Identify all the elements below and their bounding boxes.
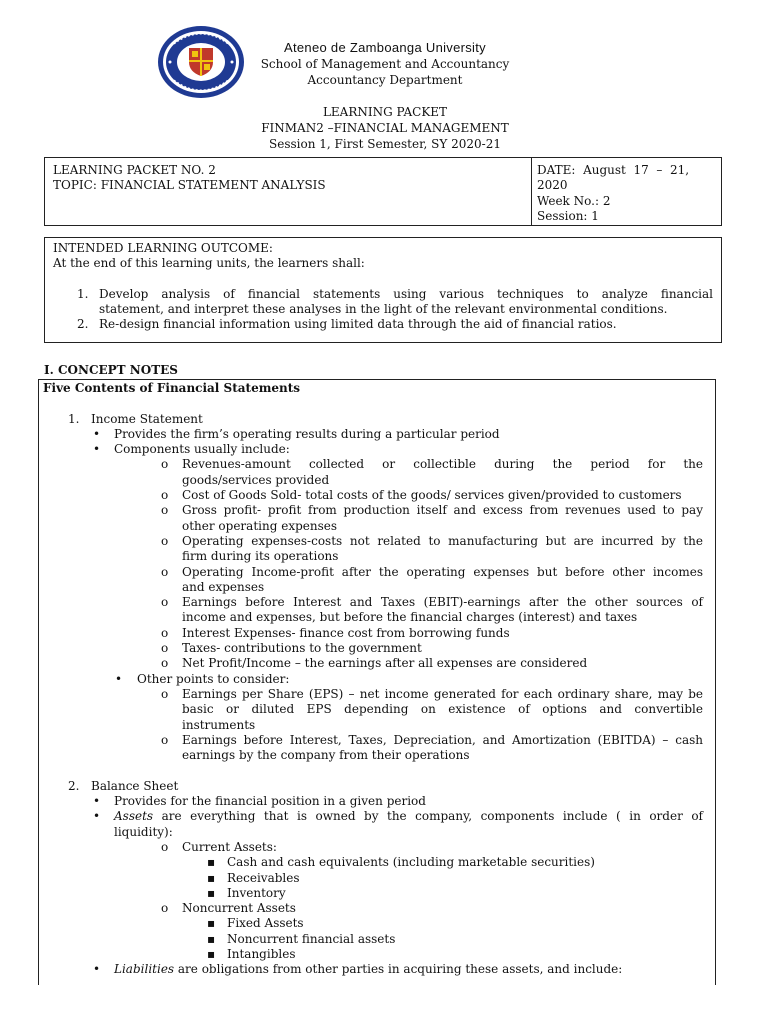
- list-item-text: Cash and cash equivalents (including marketable securities): [227, 855, 595, 870]
- packet-topic: TOPIC: FINANCIAL STATEMENT ANALYSIS: [53, 178, 326, 193]
- income-statement-heading: 1. Income Statement: [68, 411, 203, 426]
- list-marker: o: [161, 656, 169, 671]
- list-item-text: firm during its operations: [182, 549, 339, 564]
- packet-number: LEARNING PACKET NO. 2: [53, 163, 216, 177]
- list-marker: o: [161, 488, 169, 503]
- income-component-item: [43, 503, 711, 534]
- contents-title: Five Contents of Financial Statements: [43, 381, 301, 395]
- noncurrent-assets-heading: o Noncurrent Assets: [161, 901, 296, 916]
- list-item-text: goods/services provided: [182, 472, 330, 487]
- course-title: FINMAN2 –FINANCIAL MANAGEMENT: [261, 121, 509, 135]
- outcome-item-1: 1. Develop analysis of financial statements using various techniques to analyze financial statement, and interpret these analyses in the light of the relevant environmental conditions.: [77, 286, 713, 316]
- noncurrent-asset-item: [43, 947, 711, 962]
- balance-assets-bullet: • Assets are everything that is owned by the company, components include ( in order of liquidity):: [93, 809, 703, 839]
- university-name: Ateneo de Zamboanga University: [284, 40, 486, 55]
- income-components-list: [43, 457, 711, 671]
- income-other-item: [43, 733, 711, 764]
- list-marker: ▪: [207, 931, 216, 946]
- list-item-text: Gross profit- profit from production itself and excess from revenues used to pay: [182, 503, 703, 518]
- list-item-text: other operating expenses: [182, 518, 338, 533]
- list-marker: o: [161, 457, 169, 472]
- packet-session: Session: 1: [537, 208, 599, 223]
- list-item-text: Noncurrent financial assets: [227, 931, 396, 946]
- list-marker: o: [161, 686, 169, 701]
- list-item-text: Interest Expenses- finance cost from borrowing funds: [182, 625, 510, 640]
- list-marker: ▪: [207, 946, 216, 961]
- list-item-text: Net Profit/Income – the earnings after all expenses are considered: [182, 656, 588, 671]
- outcome-item-2: 2. Re-design financial information using limited data through the aid of financial ratios.: [77, 317, 617, 332]
- list-item-text: Earnings per Share (EPS) – net income generated for each ordinary share, may be: [182, 686, 703, 701]
- list-item-text: Operating expenses-costs not related to manufacturing but are incurred by the: [182, 533, 703, 548]
- list-marker: o: [161, 732, 169, 747]
- income-bullet-3: • Other points to consider:: [115, 671, 290, 686]
- department-name: Accountancy Department: [307, 73, 463, 87]
- packet-week: Week No.: 2: [537, 193, 611, 208]
- income-component-item: [43, 656, 711, 671]
- list-item-text: Operating Income-profit after the operating expenses but before other incomes: [182, 564, 703, 579]
- outcome-heading: INTENDED LEARNING OUTCOME:: [53, 241, 273, 255]
- current-assets-list: [43, 855, 711, 901]
- list-item-text: earnings by the company from their operations: [182, 748, 470, 763]
- income-component-item: [43, 641, 711, 656]
- list-item-text: Inventory: [227, 885, 286, 900]
- list-marker: o: [161, 641, 169, 656]
- balance-bullet-1: • Provides for the financial position in a given period: [93, 794, 426, 809]
- list-item-text: Earnings before Interest, Taxes, Depreciation, and Amortization (EBITDA) – cash: [182, 732, 703, 747]
- list-item-text: Revenues-amount collected or collectible during the period for the: [182, 457, 703, 472]
- current-asset-item: [43, 855, 711, 870]
- outcome-intro: At the end of this learning units, the learners shall:: [53, 256, 365, 271]
- list-marker: o: [161, 595, 169, 610]
- list-marker: ▪: [207, 870, 216, 885]
- income-other-item: [43, 687, 711, 733]
- document-header: [230, 40, 540, 152]
- income-component-item: [43, 565, 711, 596]
- balance-liabilities-bullet: • Liabilities are obligations from other parties in acquiring these assets, and include:: [93, 962, 623, 977]
- list-item-text: income and expenses, but before the financial charges (interest) and taxes: [182, 610, 638, 625]
- income-other-list: [43, 687, 711, 763]
- list-item-text: basic or diluted EPS depending on existence of options and convertible: [182, 702, 703, 717]
- current-assets-heading: o Current Assets:: [161, 839, 277, 854]
- concept-notes-box: [38, 379, 716, 985]
- current-asset-item: [43, 886, 711, 901]
- list-marker: o: [161, 625, 169, 640]
- income-bullet-1: • Provides the firm’s operating results during a particular period: [93, 426, 500, 441]
- school-name: School of Management and Accountancy: [260, 57, 510, 71]
- list-marker: ▪: [207, 885, 216, 900]
- list-item-text: Taxes- contributions to the government: [182, 641, 422, 656]
- list-item-text: Cost of Goods Sold- total costs of the goods/ services given/provided to customers: [182, 488, 682, 503]
- income-component-item: [43, 626, 711, 641]
- list-item-text: Earnings before Interest and Taxes (EBIT)-earnings after the other sources of: [182, 595, 703, 610]
- list-item-text: Receivables: [227, 870, 300, 885]
- income-component-item: [43, 534, 711, 565]
- list-item-text: instruments: [182, 717, 256, 732]
- noncurrent-assets-list: [43, 916, 711, 962]
- noncurrent-asset-item: [43, 932, 711, 947]
- noncurrent-asset-item: [43, 916, 711, 931]
- packet-date-year: 2020: [537, 178, 568, 193]
- list-marker: ▪: [207, 855, 216, 870]
- list-item-text: and expenses: [182, 579, 265, 594]
- learning-outcome-box: [44, 237, 722, 343]
- list-item-text: Intangibles: [227, 946, 296, 961]
- packet-title: LEARNING PACKET: [322, 105, 448, 119]
- balance-sheet-heading: 2. Balance Sheet: [68, 778, 179, 793]
- list-marker: o: [161, 503, 169, 518]
- list-marker: o: [161, 564, 169, 579]
- concept-notes-title: I. CONCEPT NOTES: [44, 363, 178, 377]
- current-asset-item: [43, 871, 711, 886]
- list-item-text: Fixed Assets: [227, 916, 304, 931]
- income-component-item: [43, 488, 711, 503]
- list-marker: o: [161, 533, 169, 548]
- packet-info-box: [44, 157, 722, 226]
- list-marker: ▪: [207, 916, 216, 931]
- session-line: Session 1, First Semester, SY 2020-21: [269, 137, 501, 151]
- income-bullet-2: • Components usually include:: [93, 442, 290, 457]
- income-component-item: [43, 457, 711, 488]
- income-component-item: [43, 595, 711, 626]
- info-box-divider: [531, 158, 532, 225]
- packet-date: DATE: August 17 – 21,: [537, 163, 690, 177]
